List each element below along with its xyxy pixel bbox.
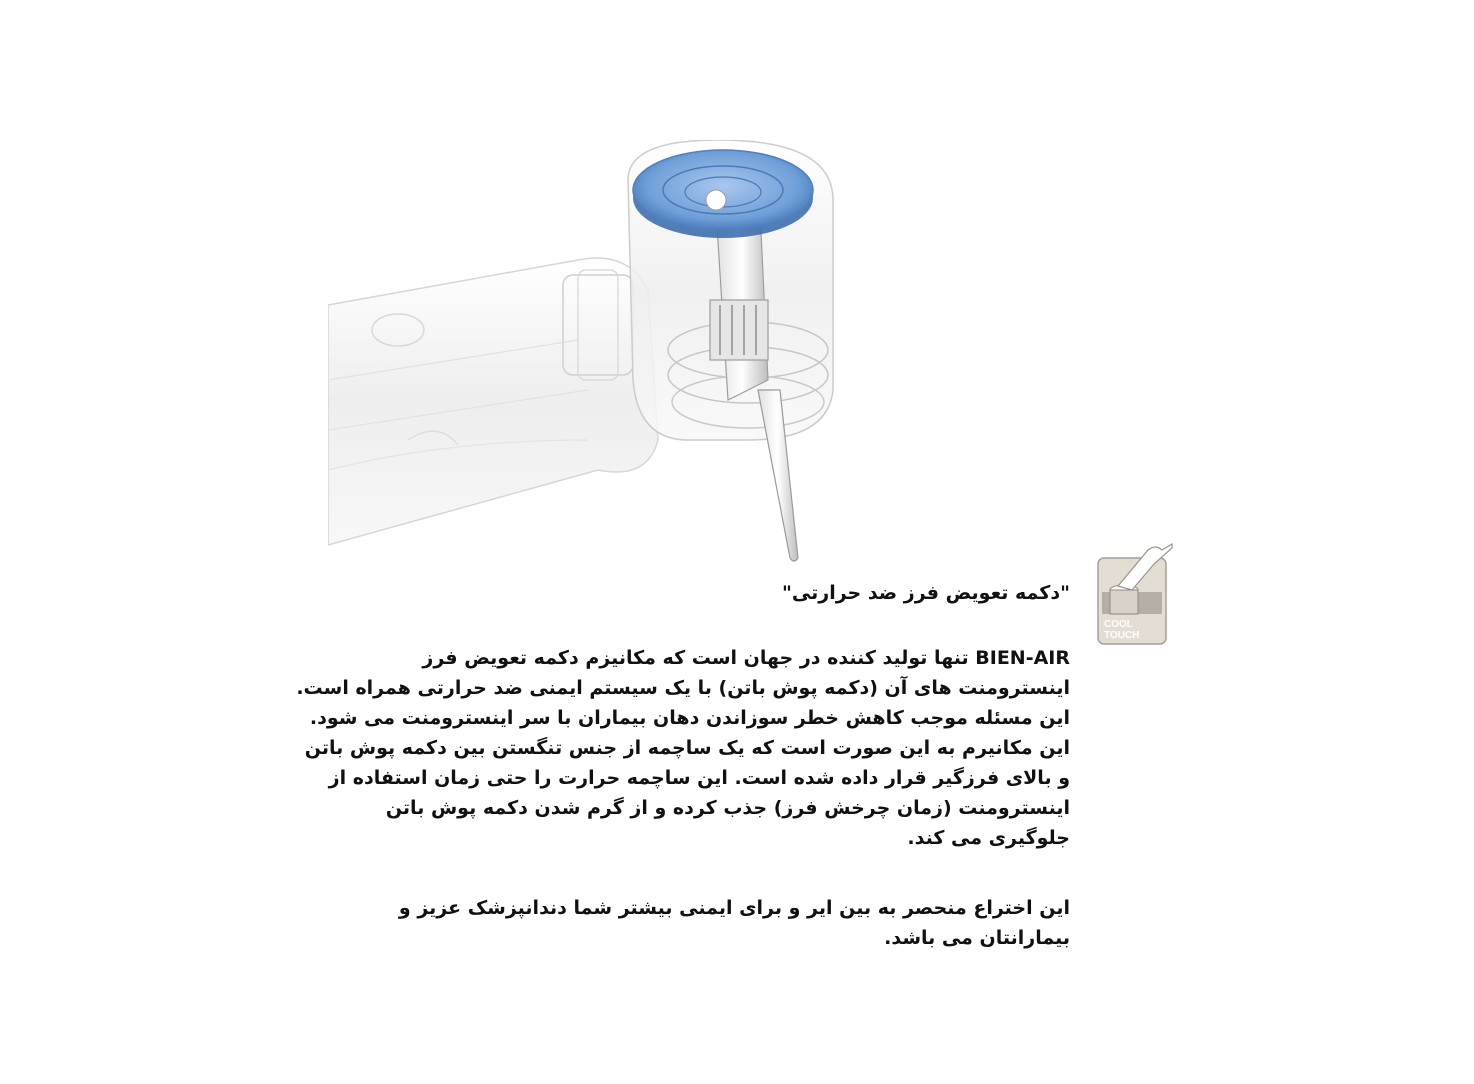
paragraph1-line4: این مکانیرم به این صورت است که یک ساچمه از جنس تنگستن بین دکمه پوش باتن (304, 737, 1070, 759)
brand-name: BIEN-AIR (975, 647, 1070, 669)
cool-touch-badge (1096, 542, 1174, 648)
paragraph1-line1-rest: تنها تولید کننده در جهان است که مکانیزم دکمه تعویض فرز (422, 647, 969, 669)
page-heading: "دکمه تعویض فرز ضد حرارتی" (782, 582, 1070, 604)
paragraph1-line5: و بالای فرزگیر قرار داده شده است. این ساچمه حرارت را حتی زمان استفاده از (328, 767, 1070, 789)
description-paragraph (296, 643, 1070, 853)
paragraph1-line3: این مسئله موجب کاهش خطر سوزاندن دهان بیماران با سر اینسترومنت می شود. (309, 707, 1070, 729)
finger-press-icon (1096, 542, 1174, 648)
closing-paragraph (330, 893, 1070, 953)
paragraph1-line7: جلوگیری می کند. (907, 827, 1070, 849)
badge-line2: TOUCH (1104, 630, 1140, 641)
paragraph1-line6: اینسترومنت (زمان چرخش فرز) جذب کرده و از گرم شدن دکمه پوش باتن (385, 797, 1070, 819)
paragraph1-line2: اینسترومنت های آن (دکمه پوش باتن) با یک سیستم ایمنی ضد حرارتی همراه است. (296, 677, 1070, 699)
handpiece-illustration (328, 140, 868, 570)
heading-block (330, 578, 1070, 608)
paragraph1-line1 (330, 643, 1070, 673)
paragraph2-line1: این اختراع منحصر به بین ایر و برای ایمنی بیشتر شما دندانپزشک عزیز و (398, 897, 1070, 919)
paragraph2-line2: بیمارانتان می باشد. (884, 927, 1070, 949)
badge-line1: COOL (1104, 619, 1133, 630)
